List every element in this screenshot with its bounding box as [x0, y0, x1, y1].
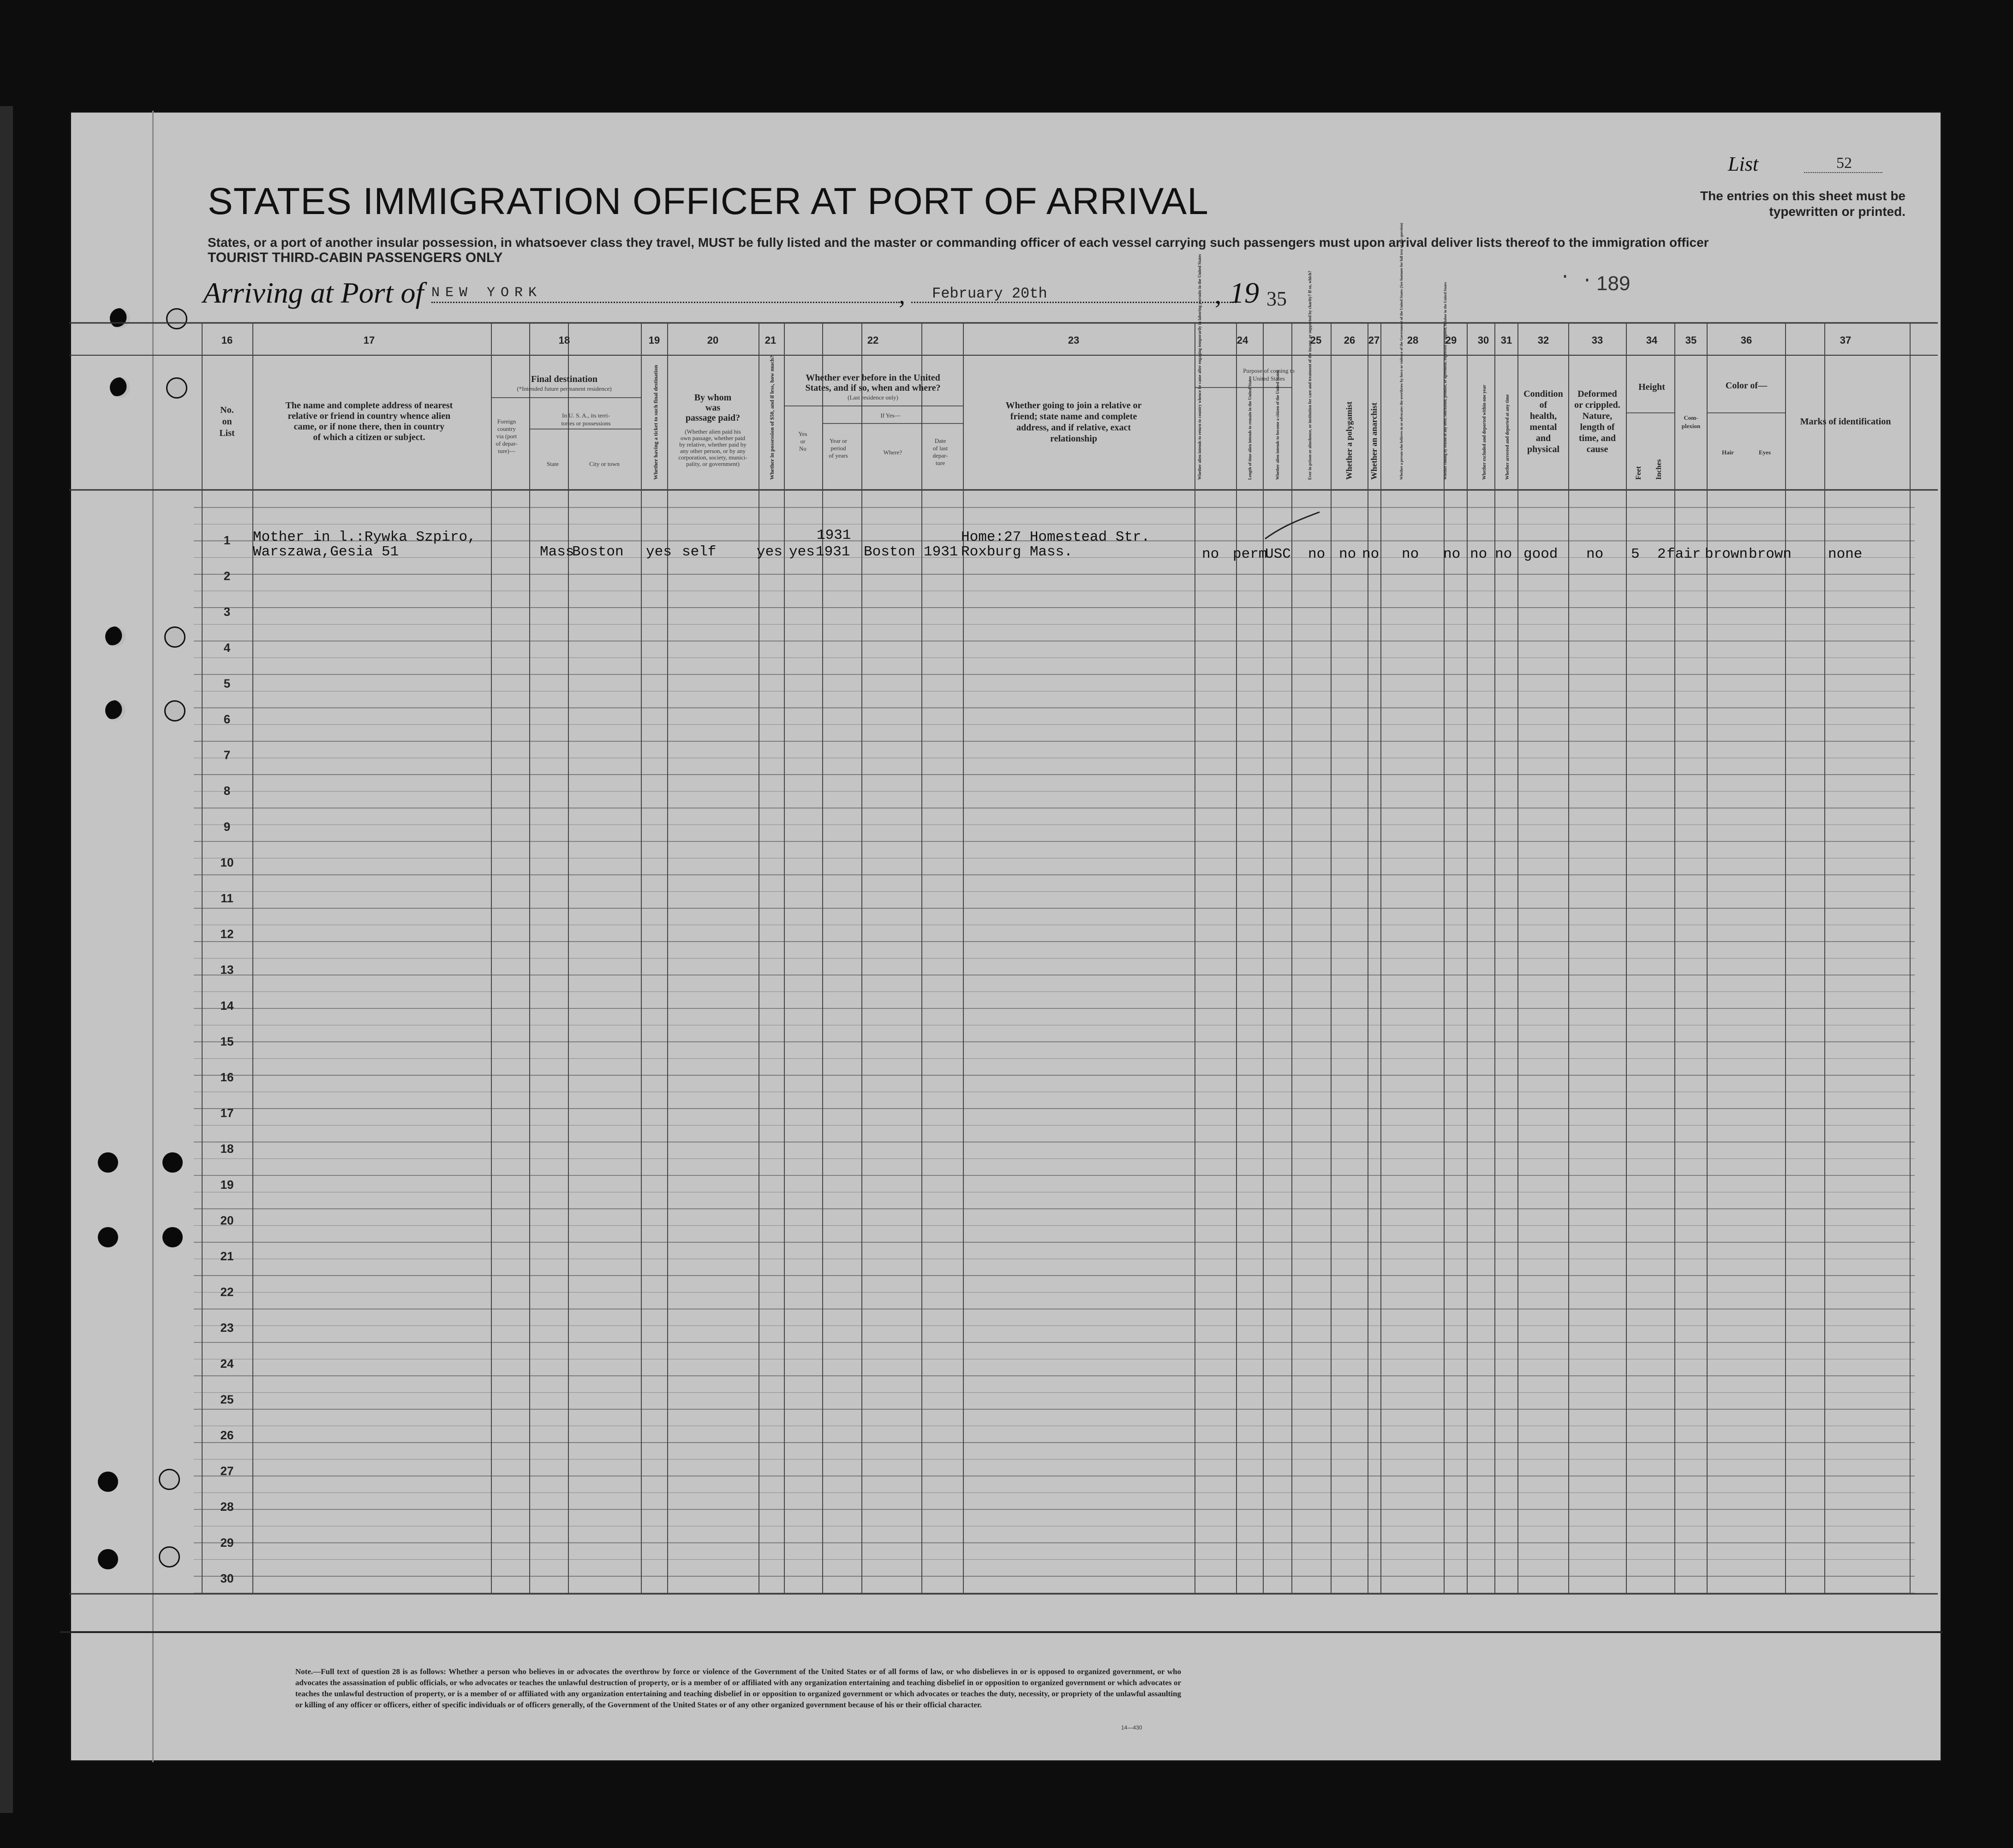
row-number: 4 [223, 640, 231, 655]
col24-length: Length of time alien intends to remain in the United States [1248, 376, 1252, 480]
col22-header: States, and if so, when and where? [805, 383, 941, 393]
col37-header: Marks of identification [1800, 417, 1891, 427]
row-number: 23 [220, 1321, 234, 1335]
row-number: 3 [223, 605, 231, 619]
row-number: 26 [220, 1428, 234, 1442]
col22-ifyes: If Yes— [880, 412, 901, 419]
col28-header: Whether a person who believes in or advocates the overthrow by force or violence of the Government of the United States (See footnote for full text of this question) [1399, 223, 1404, 480]
col22-date: Date [934, 437, 946, 444]
anarchist-value: no [1362, 546, 1380, 562]
inches-value: 2 [1657, 546, 1666, 562]
col22-year: Year or [829, 437, 848, 444]
row-number: 19 [220, 1177, 234, 1192]
column-headers [219, 223, 1891, 480]
typewriter-note: The entries on this sheet must be typewritten or printed. [1700, 189, 1905, 219]
row-number: 16 [220, 1070, 234, 1084]
col33-header: length of [1580, 422, 1615, 432]
col24-header: Purpose of coming to [1243, 367, 1295, 374]
col33-header: Deformed [1577, 389, 1617, 399]
col-number: 27 [1368, 334, 1380, 346]
before-in-us-value: yes [789, 544, 815, 560]
col23-header: Whether going to join a relative or [1005, 400, 1142, 411]
row-number: 8 [223, 784, 231, 798]
col17-header: The name and complete address of nearest [285, 400, 453, 411]
col20-header: passage paid? [685, 413, 741, 423]
year-prefix: 19 [1230, 276, 1259, 309]
col22-note: (Last residence only) [848, 394, 898, 401]
row-number: 1 [223, 533, 231, 547]
col24-return: Whether alien intends to return to country whence he came after engaging temporarily in laboring pursuits in the United States [1197, 254, 1202, 480]
destination-city: Boston [572, 544, 624, 560]
col18-foreign: ture)— [498, 447, 515, 454]
col18-header: Final destination [531, 374, 597, 384]
col22-date: of last [932, 445, 948, 452]
col-number: 21 [765, 334, 777, 346]
col20-note: (Whether alien paid his [685, 428, 741, 435]
footnote: Note.—Full text of question 28 is as follows: Whether a person who believes in or advocates the overthrow by force or violence of the Government of the United States or of all forms of law, or who disbelieves in or is opposed to organized government, or who advocates the assassination of public officials, or who advocates or teaches the unlawful destruction of property, or is a member of or affiliated with any organization entertaining and teaching disbelief in or opposition to organized government or which advocates or teaches the unlawful destruction of property, or is a member of or affiliated with any organization entertaining and teaching disbelief in or opposition to organized government or which advocates or teaches the duty, necessity, or propriety of the unlawful assaulting or killing of any officer or officers, either of specific individuals or of officers generally, of the Government of the United States or of any other organized government because of his or their official character. [295, 1667, 1181, 1709]
row-number: 11 [221, 891, 233, 905]
col22-header: Whether ever before in the United [806, 373, 940, 383]
row-number: 10 [220, 855, 234, 870]
year-value: 1931 [816, 544, 850, 560]
col30-header: Whether excluded and deported within one year [1482, 385, 1487, 480]
col18-foreign: of depar- [496, 440, 518, 447]
ticket-value: yes [646, 544, 672, 560]
col33-header: cause [1586, 444, 1608, 454]
col22-where: Where? [883, 449, 902, 456]
row-number: 2 [223, 569, 231, 583]
feet-value: 5 [1631, 546, 1640, 562]
col-number: 25 [1310, 334, 1322, 346]
row-number: 6 [223, 712, 231, 726]
col20-note: corporation, society, munici- [678, 454, 747, 461]
deformed-value: no [1586, 546, 1604, 562]
col-number: 29 [1445, 334, 1457, 346]
col-number: 20 [707, 334, 719, 346]
where-value: Boston [864, 544, 915, 560]
marks-value: none [1828, 546, 1863, 562]
col22-year: period [830, 445, 846, 452]
comma-separator: , [1215, 281, 1221, 310]
row-number: 7 [223, 748, 231, 762]
row-number: 25 [220, 1392, 234, 1407]
labor-offer-value: no [1443, 546, 1461, 562]
row-number: 5 [223, 676, 231, 691]
col33-header: or crippled. [1574, 400, 1620, 410]
col18-state: State [547, 460, 559, 467]
col-number: 16 [221, 334, 233, 346]
purpose-return-value: no [1202, 546, 1219, 562]
col18-foreign: country [497, 425, 516, 432]
col20-note: pality, or government) [686, 460, 740, 467]
stamp-number: 189 [1596, 272, 1631, 295]
col17-header: of which a citizen or subject. [313, 432, 425, 442]
row-number: 27 [220, 1464, 234, 1478]
row-number: 18 [220, 1142, 234, 1156]
col16-header: No. [220, 405, 234, 415]
col31-header: Whether arrested and deported at any time [1505, 394, 1510, 480]
list-label: List [1728, 153, 1759, 175]
col18-foreign: Foreign [497, 418, 516, 425]
col24-header: United States [1253, 375, 1285, 382]
polygamist-value: no [1339, 546, 1356, 562]
passenger-entry-row-1 [253, 512, 1862, 562]
length-of-stay-value: perm [1233, 546, 1267, 562]
col32-header: mental [1529, 422, 1557, 432]
port-field: NEW YORK [431, 285, 900, 303]
col19-header: Whether having a ticket to such final destination [652, 365, 659, 480]
col23-header: relationship [1050, 434, 1097, 444]
row-number: 20 [220, 1213, 234, 1228]
col22-yesno: or [800, 438, 806, 445]
col32-header: Condition [1523, 389, 1563, 399]
col22-yesno: Yes [798, 430, 807, 437]
col22-date: depar- [932, 452, 948, 459]
complexion-value: fair [1667, 546, 1701, 562]
col17-header: came, or if none there, then in country [293, 422, 445, 432]
date-field: February 20th [911, 285, 1236, 303]
col35-header: plexion [1681, 423, 1701, 429]
row-number: 24 [220, 1356, 234, 1371]
column-numbers [221, 334, 1851, 346]
page-title: STATES IMMIGRATION OFFICER AT PORT OF ARRIVAL [208, 180, 1209, 222]
col18-foreign: via (port [496, 433, 517, 440]
col35-header: Com- [1684, 414, 1698, 421]
col-number: 37 [1840, 334, 1852, 346]
col16-header: on [222, 417, 232, 427]
join-address-line2: Roxburg Mass. [961, 544, 1073, 560]
paid-by-value: self [682, 544, 717, 560]
col-number: 35 [1685, 334, 1697, 346]
col-number: 17 [363, 334, 375, 346]
col32-header: and [1535, 433, 1551, 443]
col17-header: relative or friend in country whence alien [287, 411, 451, 421]
col20-note: any other person, or by any [680, 447, 746, 454]
col24-citizen: Whether alien intends to become a citizen of the United States [1275, 370, 1280, 480]
col-number: 22 [867, 334, 879, 346]
col26-header: Whether a polygamist [1344, 401, 1354, 480]
fifty-dollars-value: yes [757, 544, 783, 560]
col-number: 26 [1344, 334, 1356, 346]
row-number: 14 [220, 998, 234, 1013]
col23-header: address, and if relative, exact [1016, 423, 1131, 433]
col34-inches: Inches [1655, 459, 1663, 480]
col25-header: Ever in prison or almshouse, or institution for care and treatment of the insane, or supported by charity? If so, which? [1308, 270, 1312, 480]
row-number: 9 [223, 819, 231, 834]
arrested-value: no [1495, 546, 1512, 562]
col-number: 32 [1537, 334, 1549, 346]
hair-value: brown [1705, 546, 1748, 562]
col27-header: Whether an anarchist [1369, 402, 1379, 480]
relative-name-address: Mother in l.:Rywka Szpiro, [253, 529, 476, 545]
col16-header: List [219, 428, 235, 438]
col22-yesno: No [799, 445, 806, 452]
col-number: 33 [1591, 334, 1603, 346]
col20-header: By whom [694, 393, 732, 403]
join-address-line1: Home:27 Homestead Str. [961, 529, 1150, 545]
passenger-class-subtitle: TOURIST THIRD-CABIN PASSENGERS ONLY [208, 250, 503, 265]
col20-header: was [705, 403, 721, 413]
stamp-mark: · . [1559, 267, 1593, 287]
col-number: 18 [558, 334, 570, 346]
col18-usa: In U. S. A., its terri- [562, 412, 610, 419]
col22-year: of years [829, 452, 848, 459]
row-number: 12 [220, 927, 234, 941]
excluded-value: no [1470, 546, 1487, 562]
col36-header: Color of— [1725, 381, 1768, 391]
col18-note: (*Intended future permanent residence) [517, 385, 612, 392]
table-grid-lines [60, 323, 1942, 1632]
col-number: 30 [1477, 334, 1489, 346]
overthrow-value: no [1402, 546, 1419, 562]
year-suffix: 35 [1266, 287, 1287, 310]
comma-separator: , [899, 281, 905, 310]
col18-city: City or town [589, 460, 620, 467]
health-value: good [1523, 546, 1558, 562]
col32-header: health, [1529, 411, 1557, 421]
col34-header: Height [1638, 382, 1665, 392]
row-number: 21 [220, 1249, 234, 1263]
col29-header: Whether coming by reason of any offer, solicitation, promise, or agreement, expressed or implied, to labor in the United States [1443, 282, 1447, 480]
col-number: 36 [1740, 334, 1752, 346]
col18-usa: tories or possessions [561, 420, 611, 427]
col22-date: ture [935, 459, 945, 466]
eyes-value: brown [1749, 546, 1792, 562]
arriving-label: Arriving at Port of [203, 276, 424, 309]
destination-state: Mass [540, 544, 574, 560]
col-number: 24 [1236, 334, 1248, 346]
citizen-value: USC [1265, 546, 1291, 562]
relative-city-address: Warszawa,Gesia 51 [253, 544, 399, 560]
col34-feet: Feet [1635, 466, 1643, 480]
row-number: 22 [220, 1285, 234, 1299]
form-code: 14—430 [1121, 1724, 1142, 1731]
col20-note: by relative, whether paid by [679, 441, 747, 448]
departure-value: 1931 [924, 544, 958, 560]
col33-header: Nature, [1582, 411, 1613, 421]
col36-eyes: Eyes [1759, 449, 1771, 456]
col20-note: own passage, whether paid [680, 435, 746, 441]
list-number-value: 52 [1836, 155, 1852, 172]
col36-hair: Hair [1722, 449, 1734, 456]
col33-header: time, and [1579, 433, 1616, 443]
row-number: 28 [220, 1500, 234, 1514]
row-number: 17 [220, 1106, 234, 1120]
col-number: 23 [1068, 334, 1080, 346]
col21-header: Whether in possession of $50, and if less, how much? [769, 355, 775, 480]
col-number: 28 [1407, 334, 1419, 346]
col32-header: physical [1527, 444, 1560, 454]
col-number: 19 [648, 334, 660, 346]
row-number: 15 [220, 1034, 234, 1049]
col32-header: of [1539, 400, 1547, 410]
row-number: 29 [220, 1535, 234, 1550]
row-number: 13 [220, 963, 234, 977]
col-number: 34 [1646, 334, 1658, 346]
col-number: 31 [1500, 334, 1512, 346]
year-above-value: 1931 [817, 527, 851, 543]
col23-header: friend; state name and complete [1010, 411, 1137, 422]
row-number: 30 [220, 1571, 234, 1586]
prison-value: no [1308, 546, 1326, 562]
instruction-text: States, or a port of another insular possession, in whatsoever class they travel, MUST be fully listed and the master or commanding officer of each vessel carrying such passengers must upon arrival deliver lists thereof to the immigration officer [208, 235, 1709, 250]
